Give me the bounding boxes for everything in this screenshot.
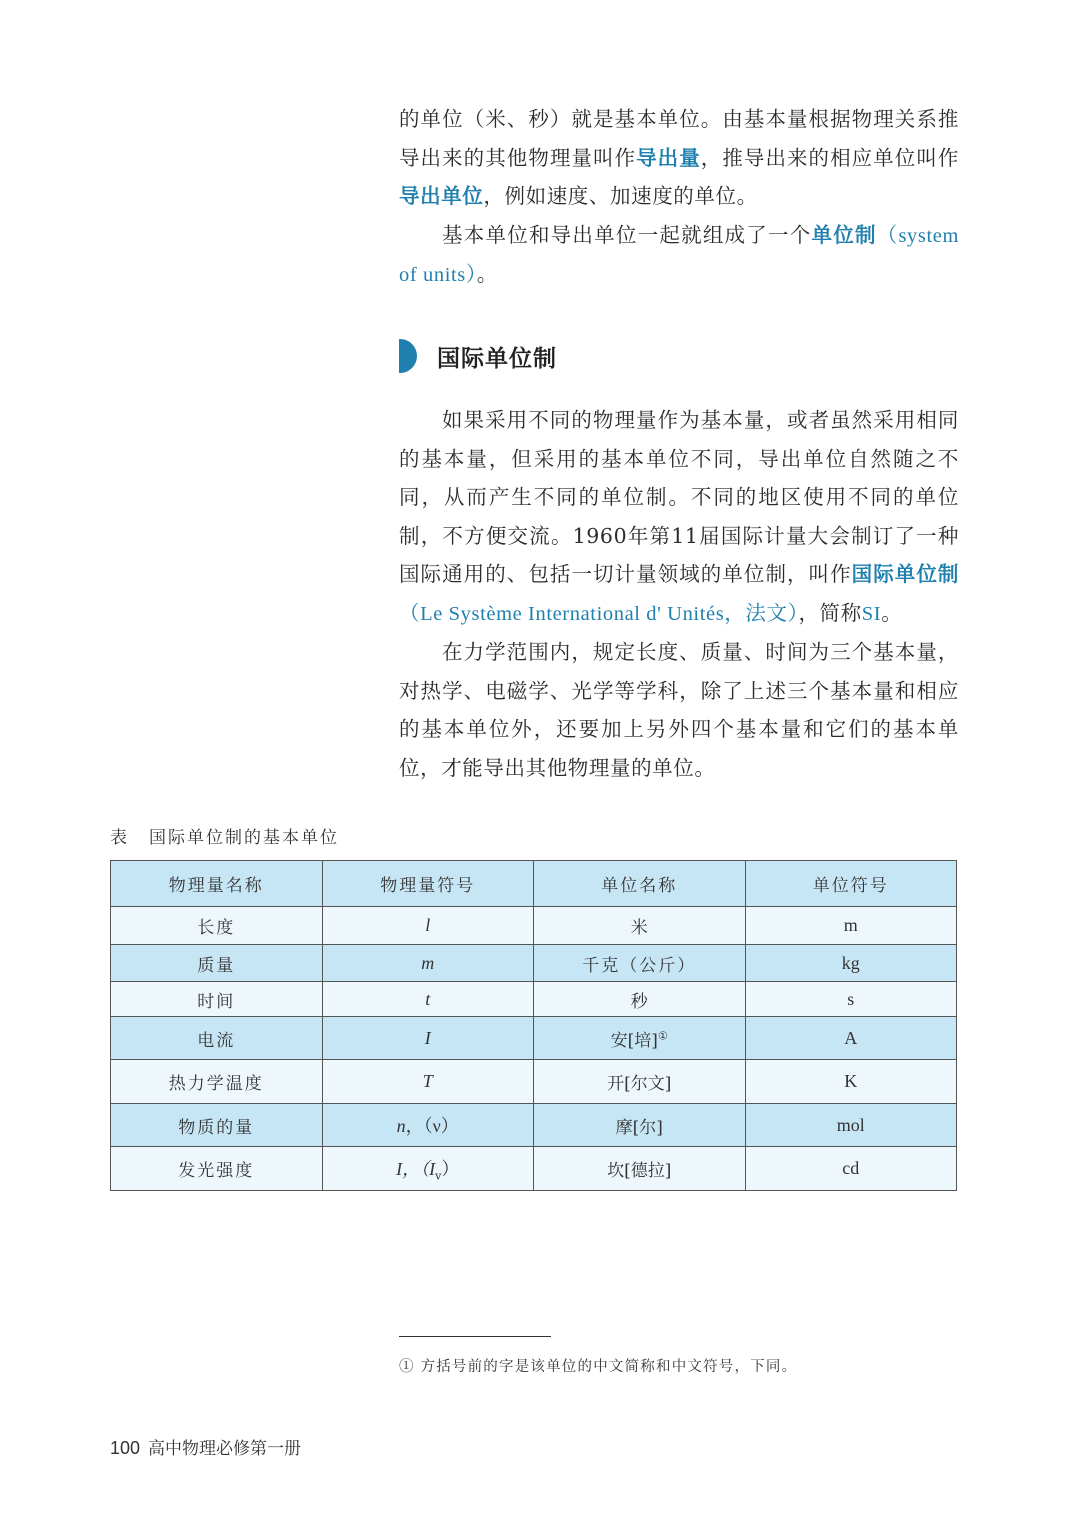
footnote-divider [399, 1336, 551, 1337]
term-system-of-units: 单位制 [811, 222, 877, 247]
page-footer [110, 1434, 301, 1459]
french-term: （Le Système International d' Unités，法文） [399, 602, 799, 625]
intro-paragraph-1: 的单位（米、秒）就是基本单位。由基本量根据物理关系推导出来的其他物理量叫作导出量，推导出来的相应单位叫作导出单位，例如速度、加速度的单位。 [399, 107, 959, 208]
si-abbreviation: SI [861, 602, 882, 625]
table-header-row [111, 861, 957, 907]
term-si: 国际单位制 [851, 562, 959, 586]
heading-marker-icon [399, 339, 417, 373]
section-text [399, 401, 959, 787]
term-derived-quantity: 导出量 [636, 145, 701, 170]
table-row: 时间 t 秒 s [111, 982, 957, 1017]
table-row: 物质的量 n，（ν） 摩[尔] mol [111, 1104, 957, 1147]
term-derived-unit: 导出单位 [399, 184, 484, 208]
header-unit-symbol: 单位符号 [745, 861, 957, 907]
footnote: ① 方括号前的字是该单位的中文简称和中文符号，下同。 [399, 1359, 798, 1375]
table-row: 长度 l 米 m [111, 907, 957, 945]
intro-text [399, 100, 959, 295]
book-title: 高中物理必修第一册 [148, 1439, 302, 1459]
intro-paragraph-2: 基本单位和导出单位一起就组成了一个单位制（system of units）。 [399, 222, 959, 286]
table-row: 电流 I 安[培]① A [111, 1017, 957, 1060]
page-number: 100 [110, 1438, 141, 1458]
section-heading [399, 336, 557, 376]
footnote-marker: ① [657, 1028, 668, 1042]
header-quantity-symbol: 物理量符号 [322, 861, 534, 907]
english-term: （system of units） [399, 224, 959, 286]
caption-title: 国际单位制的基本单位 [149, 828, 339, 848]
section-paragraph-1: 如果采用不同的物理量作为基本量，或者虽然采用相同的基本量，但采用的基本单位不同，导出单位自然随之不同，从而产生不同的单位制。不同的地区使用不同的单位制，不方便交流。1960年第11届国际计量大会制订了一种国际通用的、包括一切计量领域的单位制，叫作国际单位制（Le Système International d' Unités，法文），简称SI。 [399, 408, 959, 625]
caption-label: 表 [110, 828, 129, 848]
section-paragraph-2: 在力学范围内，规定长度、质量、时间为三个基本量，对热学、电磁学、光学等学科，除了上述三个基本量和相应的基本单位外，还要加上另外四个基本量和它们的基本单位，才能导出其他物理量的单位。 [399, 640, 959, 780]
table-caption [110, 823, 339, 848]
header-quantity-name: 物理量名称 [111, 861, 323, 907]
table-row: 发光强度 I，$(I_v)$ 坎[德拉] cd [111, 1147, 957, 1191]
header-unit-name: 单位名称 [534, 861, 746, 907]
si-base-units-table [110, 860, 957, 1191]
table-row: 质量 m 千克（公斤） kg [111, 945, 957, 982]
table-row: 热力学温度 T 开[尔文] K [111, 1060, 957, 1104]
section-title: 国际单位制 [437, 345, 557, 372]
